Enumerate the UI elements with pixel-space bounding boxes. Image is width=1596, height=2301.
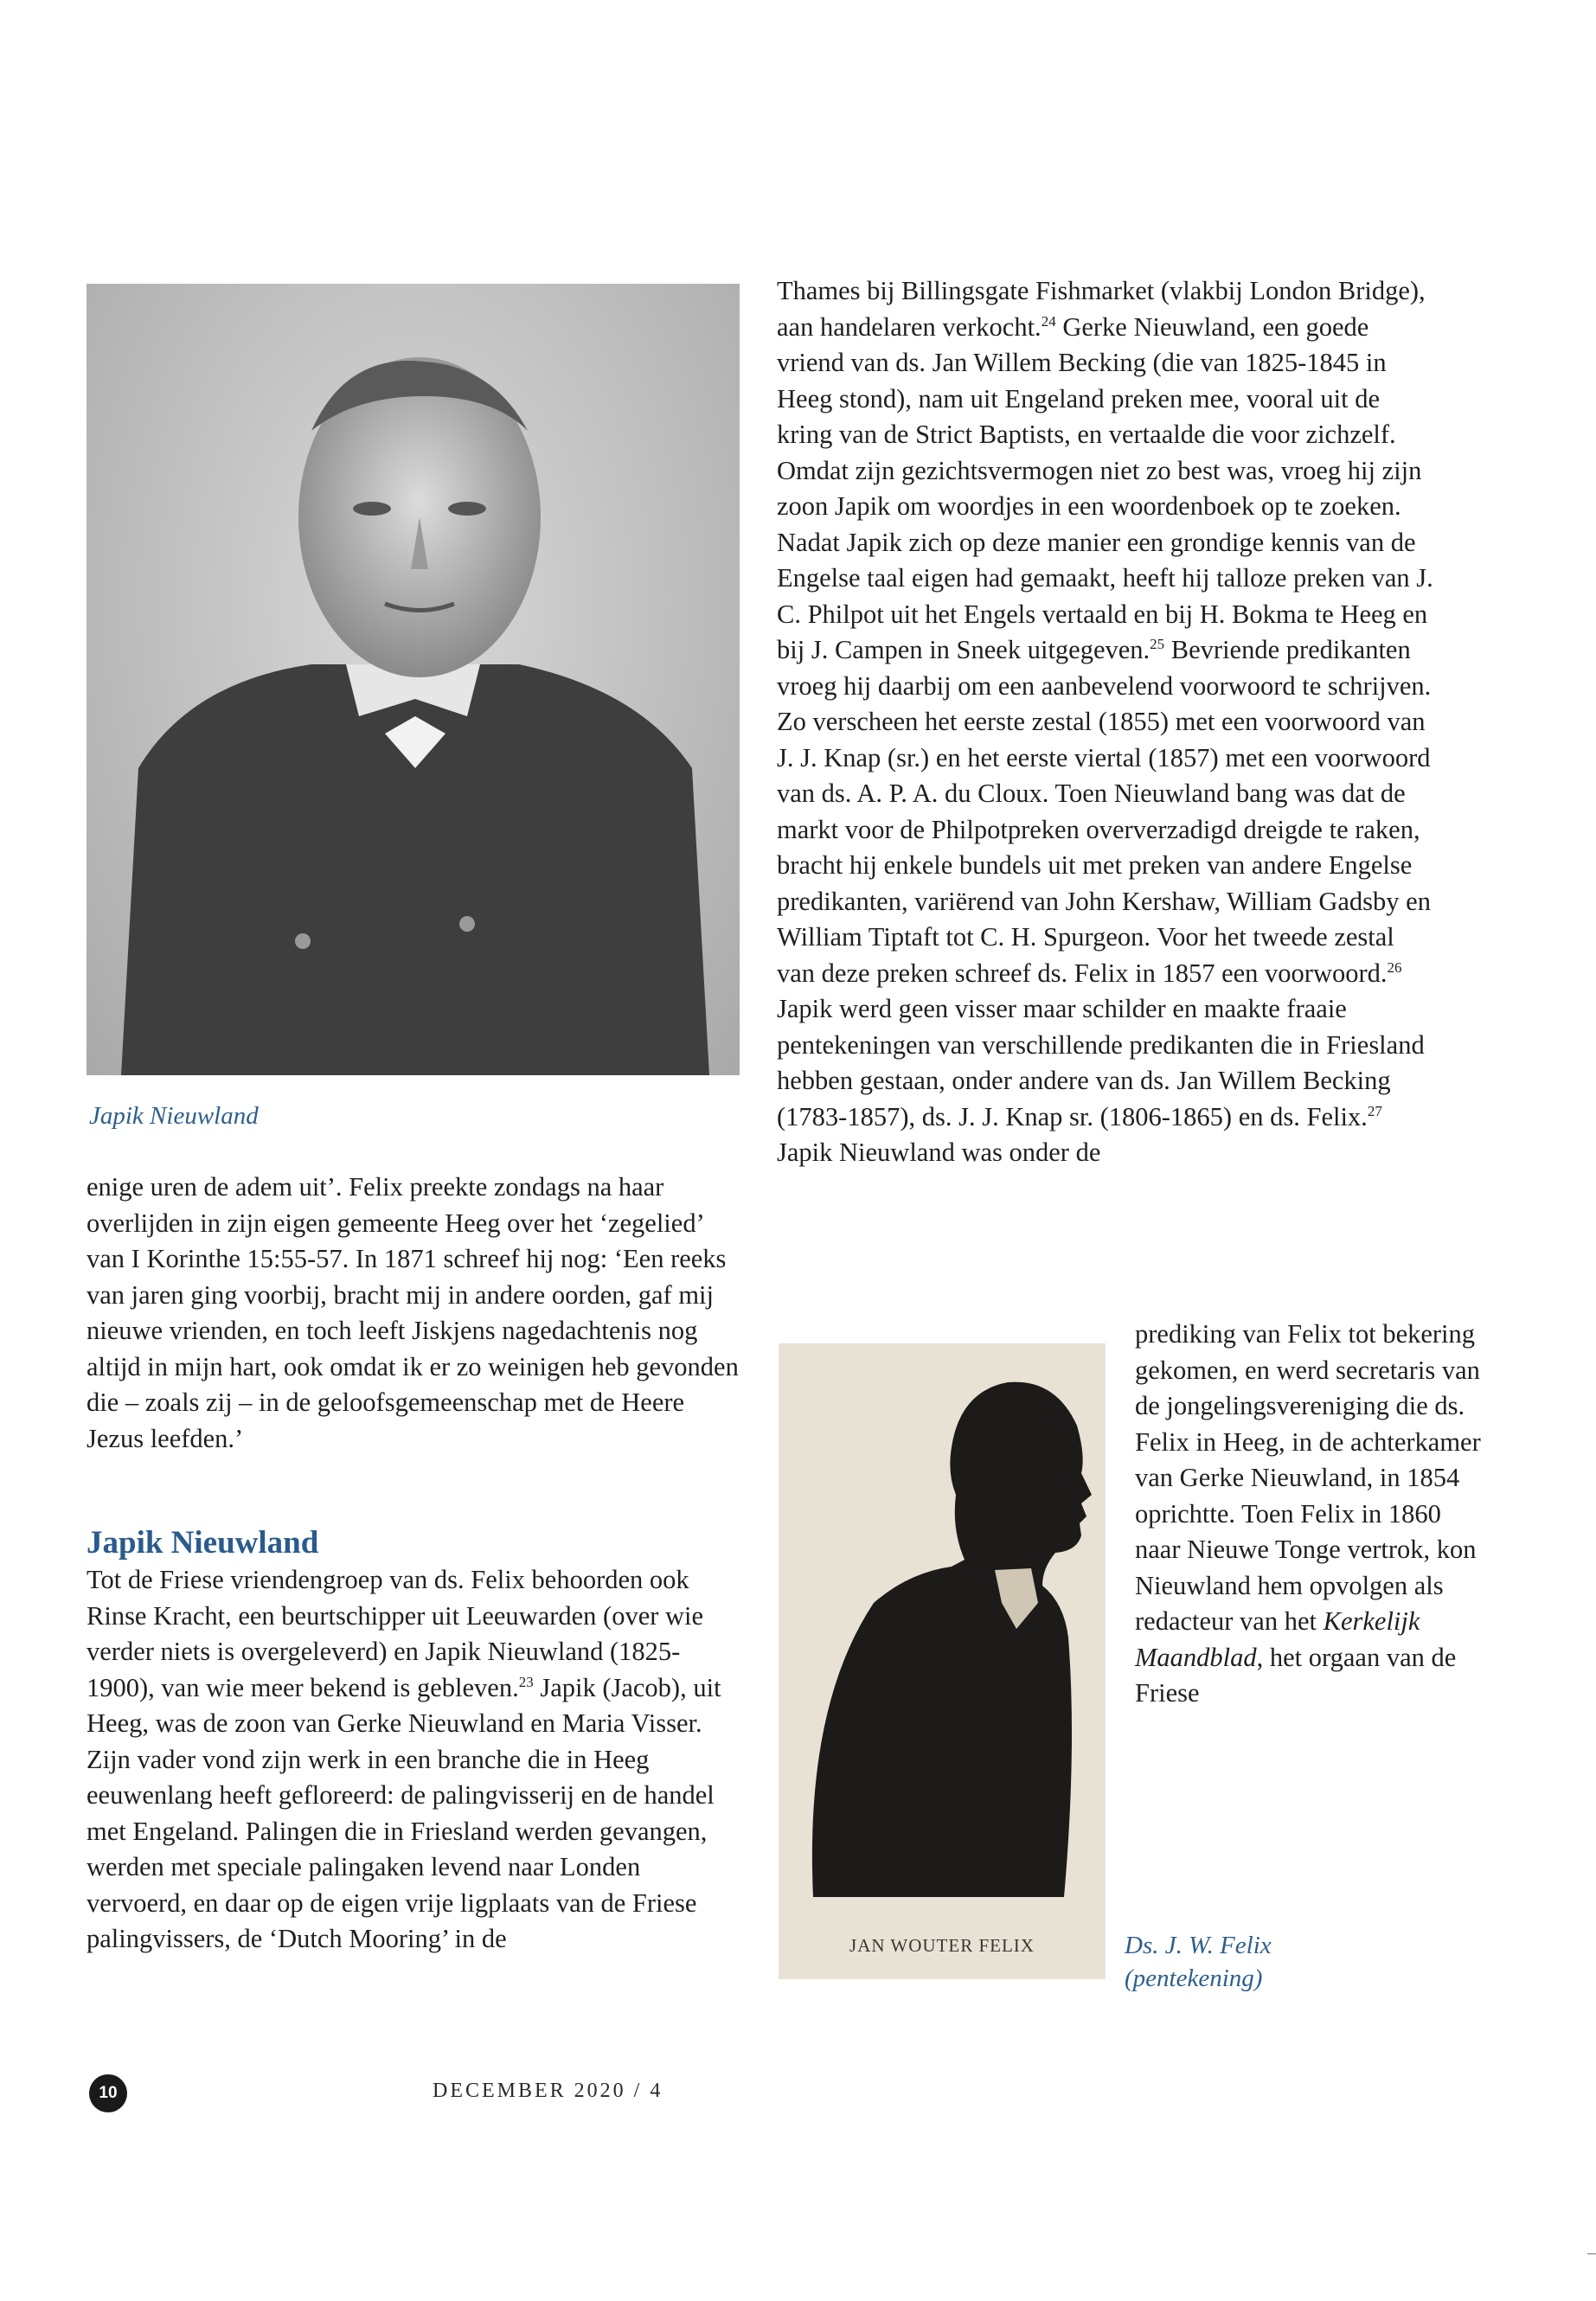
left-column-top-text [87, 1170, 742, 1457]
photo-caption-felix: Ds. J. W. Felix (pentekening) [1125, 1932, 1272, 1992]
paragraph: prediking van Felix tot bekering gekomen, en werd secretaris van de jongelingsvereniging die ds. Felix in Heeg, in de achterkamer van Gerke Nieuwland, in 1854 oprichtte. Toen Felix in 1860 naar Nieuwe Tonge vertrok, kon Nieuwland hem opvolgen als redacteur van het Kerkelijk Maandblad, het orgaan van de Friese [1135, 1319, 1481, 1708]
footnote-ref[interactable]: 25 [1150, 635, 1165, 652]
edge-mark [1587, 2253, 1596, 2254]
paragraph: Thames bij Billingsgate Fishmarket (vlakbij London Bridge), aan handelaren verkocht.$^{24}$ Gerke Nieuwland, een goede vriend van ds. Jan Willem Becking (die van 1825-1845 in Heeg stond), nam uit Engeland preken mee, vooral uit de kring van de Strict Baptists, en vertaalde die voor zichzelf. Omdat zijn gezichtsvermogen niet zo best was, vroeg hij zijn zoon Japik om woordjes in een woordenboek op te zoeken. Nadat Japik zich op deze manier een grondige kennis van de Engelse taal eigen had gemaakt, heeft hij talloze preken van J. C. Philpot uit het Engels vertaald en bij H. Bokma te Heeg en bij J. Campen in Sneek uitgegeven.$^{25}$ Bevriende predikanten vroeg hij daarbij om een aanbevelend voorwoord te schrijven. Zo verscheen het eerste zestal (1855) met een voorwoord van J. J. Knap (sr.) en het eerste viertal (1857) met een voorwoord van ds. A. P. A. du Cloux. Toen Nieuwland bang was dat de markt voor de Philpotpreken oververzadigd dreigde te raken, bracht hij enkele bundels uit met preken van andere Engelse predikanten, variërend van John Kershaw, William Gadsby en William Tiptaft tot C. H. Spurgeon. Voor het tweede zestal van deze preken schreef ds. Felix in 1857 een voorwoord.$^{26}$ [777, 276, 1433, 988]
silhouette-drawing-felix [779, 1343, 1106, 1979]
footnote-ref[interactable]: 27 [1367, 1102, 1382, 1119]
right-column-wrapped-text [1135, 1317, 1481, 1712]
photo-caption-japik-nieuwland: Japik Nieuwland [89, 1102, 259, 1130]
paragraph: Tot de Friese vriendengroep van ds. Felix behoorden ook Rinse Kracht, een beurtschipper uit Leeuwarden (over wie verder niets is overgeleverd) en Japik Nieuwland (1825-1900), van wie meer bekend is gebleven.$^{23}$ Japik (Jacob), uit Heeg, was de zoon van Gerke Nieuwland en Maria Visser. Zijn vader vond zijn werk in een branche die in Heeg eeuwenlang heeft gefloreerd: de palingvisserij en de handel met Engeland. Palingen die in Friesland werden gevangen, werden met speciale palingaken levend naar Londen vervoerd, en daar op de eigen vrije ligplaats van de Friese palingvissers, de ‘Dutch Mooring’ in de [87, 1565, 721, 1953]
paragraph: enige uren de adem uit’. Felix preekte zondags na haar overlijden in zijn eigen gemeente Heeg over het ‘zegelied’ van I Korinthe 15:55-57. In 1871 schreef hij nog: ‘Een reeks van jaren ging voorbij, bracht mij in andere oorden, gaf mij nieuwe vrienden, en toch leeft Jiskjens nagedachtenis nog altijd in mijn hart, ook omdat ik er zo weinigen heb gevonden die – zoals zij – in de geloofsgemeenschap met de Heere Jezus leefden.’ [87, 1172, 739, 1453]
footnote-ref[interactable]: 23 [518, 1673, 534, 1690]
publication-title: Kerkelijk Maandblad [1135, 1606, 1420, 1672]
left-column-bottom-text [87, 1524, 742, 1958]
page-number-badge: 10 [89, 2074, 127, 2112]
issue-label: DECEMBER 2020 / 4 [433, 2080, 663, 2102]
footnote-ref[interactable]: 24 [1041, 312, 1056, 330]
portrait-photo-japik-nieuwland [87, 284, 740, 1075]
right-column-text [777, 273, 1434, 1171]
footnote-ref[interactable]: 26 [1387, 958, 1402, 976]
section-heading: Japik Nieuwland [87, 1525, 319, 1561]
paragraph: Japik werd geen visser maar schilder en maakte fraaie pentekeningen van verschillende predikanten die in Friesland hebben gestaan, onder andere van ds. Jan Willem Becking (1783-1857), ds. J. J. Knap sr. (1806-1865) en ds. Felix.$^{27}$ Japik Nieuwland was onder de [777, 994, 1425, 1167]
silhouette-label: JAN WOUTER FELIX [849, 1935, 1035, 1956]
